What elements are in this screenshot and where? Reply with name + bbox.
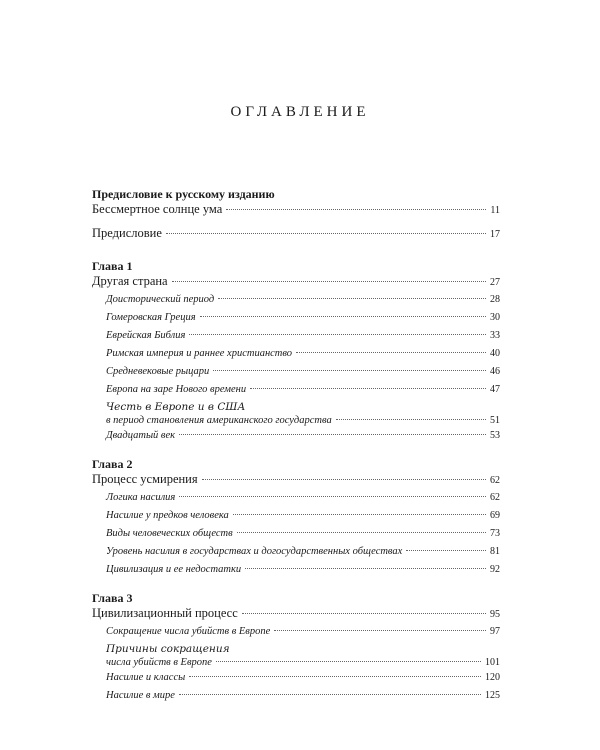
toc-subentry[interactable] <box>92 345 500 363</box>
toc-entry-page: 62 <box>490 492 500 503</box>
toc-subentry[interactable] <box>92 507 500 525</box>
toc-entry-label: Римская империя и раннее христианство <box>106 348 293 359</box>
toc-entry-label-line1: Причины сокращения <box>106 643 230 655</box>
toc-entry-page: 69 <box>490 510 500 521</box>
dot-leader <box>250 388 486 389</box>
toc-entry-label: Средневековые рыцари <box>106 366 210 377</box>
toc-entry[interactable] <box>92 225 500 243</box>
toc-entry-label: Процесс усмирения <box>92 472 198 486</box>
toc-entry-page: 81 <box>490 546 500 557</box>
dot-leader <box>296 352 486 353</box>
toc-entry-page: 28 <box>490 294 500 305</box>
dot-leader <box>172 281 486 282</box>
chapter-heading: Глава 1 <box>92 259 133 273</box>
page-title: ОГЛАВЛЕНИЕ <box>230 104 370 120</box>
toc-entry-label: Гомеровская Греция <box>106 312 196 323</box>
toc-entry[interactable] <box>92 605 500 623</box>
toc-entry-page: 40 <box>490 348 500 359</box>
toc-entry-label: Уровень насилия в государствах и догосударственных обществах <box>106 546 403 557</box>
chapter-heading: Глава 3 <box>92 591 133 605</box>
toc-entry[interactable] <box>92 273 500 291</box>
toc-entry-page: 62 <box>490 475 500 486</box>
dot-leader <box>233 514 486 515</box>
dot-leader <box>200 316 486 317</box>
toc-entry-page: 47 <box>490 384 500 395</box>
dot-leader <box>216 661 481 662</box>
toc-entry-label: Бессмертное солнце ума <box>92 202 223 216</box>
dot-leader <box>213 370 486 371</box>
toc-entry-label-line2: числа убийств в Европе <box>106 657 212 668</box>
toc-entry-label: Насилие и классы <box>106 672 186 683</box>
toc-entry-page: 27 <box>490 277 500 288</box>
toc-entry-page: 33 <box>490 330 500 341</box>
chapter-heading: Глава 2 <box>92 457 133 471</box>
toc-entry-page: 97 <box>490 626 500 637</box>
toc-entry-label: Европа на заре Нового времени <box>106 384 247 395</box>
toc-subentry[interactable] <box>92 309 500 327</box>
dot-leader <box>226 209 486 210</box>
toc-entry-label: Другая страна <box>92 274 168 288</box>
dot-leader <box>189 334 486 335</box>
toc-entry-page: 92 <box>490 564 500 575</box>
toc-entry-label: Сокращение числа убийств в Европе <box>106 626 271 637</box>
dot-leader <box>202 479 486 480</box>
toc-entry-label: Насилие в мире <box>106 690 175 701</box>
toc-entry-page: 125 <box>485 690 500 701</box>
toc-entry-page: 46 <box>490 366 500 377</box>
toc-subentry[interactable] <box>92 291 500 309</box>
toc-entry-label: Двадцатый век <box>106 430 176 441</box>
dot-leader <box>406 550 486 551</box>
dot-leader <box>189 676 481 677</box>
dot-leader <box>336 419 486 420</box>
toc-entry-label-line2: в период становления американского государства <box>106 415 332 426</box>
dot-leader <box>179 694 481 695</box>
toc-subentry[interactable] <box>92 543 500 561</box>
dot-leader <box>237 532 486 533</box>
toc-entry-page: 53 <box>490 430 500 441</box>
toc-subentry[interactable] <box>92 327 500 345</box>
dot-leader <box>179 434 486 435</box>
toc-entry-page: 73 <box>490 528 500 539</box>
toc-entry-label: Виды человеческих обществ <box>106 528 233 539</box>
toc-subentry[interactable] <box>92 489 500 507</box>
toc-subentry[interactable] <box>92 525 500 543</box>
toc-subentry[interactable] <box>92 687 500 705</box>
toc-entry-label: Цивилизация и ее недостатки <box>106 564 242 575</box>
dot-leader <box>218 298 486 299</box>
toc-entry-page: 95 <box>490 609 500 620</box>
dot-leader <box>245 568 486 569</box>
dot-leader <box>274 630 486 631</box>
toc-entry-page: 101 <box>485 657 500 668</box>
toc-subentry[interactable] <box>92 363 500 381</box>
dot-leader <box>242 613 486 614</box>
toc-subentry[interactable] <box>92 381 500 399</box>
toc-entry-label: Предисловие <box>92 226 162 240</box>
toc-subentry[interactable] <box>92 623 500 641</box>
toc-entry-label-line1: Честь в Европе и в США <box>106 401 246 413</box>
toc-entry-label: Еврейская Библия <box>106 330 186 341</box>
toc-entry-page: 11 <box>490 205 500 216</box>
toc-entry-page: 17 <box>490 229 500 240</box>
toc-subentry[interactable] <box>92 427 500 445</box>
section-heading-preface: Предисловие к русскому изданию <box>92 187 275 201</box>
toc-entry[interactable] <box>92 201 500 219</box>
toc-entry-label: Логика насилия <box>106 492 176 503</box>
toc-subentry[interactable] <box>92 669 500 687</box>
dot-leader <box>179 496 486 497</box>
toc-subentry[interactable] <box>92 561 500 579</box>
dot-leader <box>166 233 486 234</box>
toc-entry-label: Доисторический период <box>106 294 215 305</box>
toc-entry-label: Насилие у предков человека <box>106 510 229 521</box>
toc-entry-page: 30 <box>490 312 500 323</box>
toc-entry-label: Цивилизационный процесс <box>92 606 238 620</box>
toc-subentry[interactable] <box>92 399 500 427</box>
toc-entry-page: 120 <box>485 672 500 683</box>
toc-entry-page: 51 <box>490 415 500 426</box>
toc-subentry[interactable] <box>92 641 500 669</box>
toc-entry[interactable] <box>92 471 500 489</box>
table-of-contents <box>92 187 500 705</box>
